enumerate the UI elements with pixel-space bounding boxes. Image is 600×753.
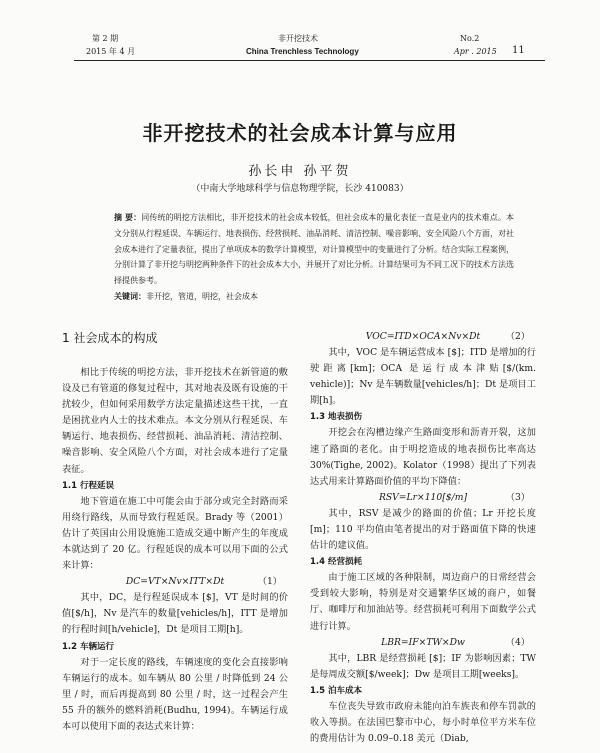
header-date: 2015 年 4 月 <box>86 47 136 56</box>
formula-2-text: VOC=ITD×OCA×Nv×Dt <box>365 331 481 342</box>
subsection-1-5-heading: 1.5 泊车成本 <box>310 685 363 696</box>
paragraph: 其中，VOC 是车辆运营成本 [$]；ITD 是增加的行驶距离[km]；OCA 是运行成本津贴[$/(km. vehicle)]；Nv 是车辆数量[vehicles/h]；Dt 是项目工期[h]。 <box>310 347 536 407</box>
equation-number-2: （2） <box>505 331 530 342</box>
header-journal-cn: 非开挖技术 <box>278 34 318 43</box>
paragraph: 其中，DC，是行程延误成本 [$]，VT 是时间的价值[$/h]，Nv 是汽车的数量[vehicles/h]，ITT 是增加的行程时间[h/vehicle]，Dt 是项目工期[h]。 <box>62 592 288 636</box>
equation-number-1: （1） <box>257 576 282 588</box>
equation-number-3: （3） <box>505 491 530 503</box>
abstract <box>114 210 514 305</box>
formula-2 <box>310 329 536 345</box>
left-column <box>62 329 288 735</box>
abstract-label: 摘 要： <box>114 213 142 222</box>
paragraph: 其中，RSV 是减少的路面的价值；Lr 开挖长度[m]；110 平均值由笔者提出的对于路面值下降的快速估计的建议值。 <box>310 507 536 552</box>
subsection-1-1-heading: 1.1 行程延误 <box>62 480 115 491</box>
keywords-label: 关键词： <box>114 291 146 301</box>
subsection-1-3-heading: 1.3 地表损伤 <box>310 412 363 423</box>
paragraph: 由于施工区域的各种限制，周边商户的日常经营会受到较大影响，特别是对交通繁华区域的商户，如餐厅、咖啡厅和加油站等。经营损耗可利用下面数学公式进行计算。 <box>310 572 536 632</box>
header-apr: Apr . 2015 <box>454 47 497 56</box>
formula-3 <box>310 490 536 506</box>
paper-title: 非开挖技术的社会成本计算与应用 <box>142 121 458 145</box>
formula-1 <box>62 574 288 590</box>
header-no: No.2 <box>460 34 480 43</box>
formula-1-text: DC=VT×Nv×ITT×Dt <box>125 576 225 588</box>
affiliation: （中南大学地球科学与信息物理学院，长沙 410083） <box>191 184 409 194</box>
header-issue: 第 2 期 <box>92 34 119 43</box>
formula-4-text: LBR=IF×TW×Dw <box>381 636 465 648</box>
authors: 孙长申 孙平贺 <box>248 164 352 179</box>
paragraph: 开挖会在沟槽边缘产生路面变形和沥青开裂，这加速了路面的老化。由于明挖造成的地表损伤比率高达 30%(Tighe, 2002)。Kolator（1998）提出了下列表达式用来计算路面价值的平均下降值： <box>310 427 536 487</box>
paragraph: 车位丧失导致市政府未能向泊车族丧和停车罚款的收入等损。在法国巴黎市中心，每小时单位平方米车位的费用估计为 0.09–0.18 美元（Diab, <box>310 700 536 745</box>
paragraph: 对于一定长度的路线，车辆速度的变化会直接影响车辆运行的成本。如车辆从 80 公里 / 时降低到 24 公里 / 时，而后再提高到 80 公里 / 时，这一过程会产生 55 升的额外的燃料消耗(Budhu, 1994)。车辆运行成本可以使用下面的表达式来计算： <box>62 656 288 732</box>
formula-4 <box>310 635 536 651</box>
section-1-heading: 1 社会成本的构成 <box>62 331 158 345</box>
header-rule <box>74 60 545 61</box>
subsection-1-4-heading: 1.4 经营损耗 <box>310 557 363 568</box>
equation-number-4: （4） <box>505 636 530 648</box>
paragraph: 其中，LBR 是经营损耗 [$]；IF 为影响因素；TW 是每周成交额[$/week]；Dw 是项目工期[weeks]。 <box>310 652 536 680</box>
header-page-number: 11 <box>512 45 525 56</box>
paragraph: 相比于传统的明挖方法，非开挖技术在新管道的敷设及已有管道的修复过程中，其对地表及既有设施的干扰较少，但如何采用数学方法定量描述这些干扰，一直是困扰业内人士的技术难点。本文分别从行程延误、车辆运行、地表损伤、经营损耗、油品消耗、清洁控制、噪音影响、安全风险八个方面，对社会成本进行了定量表征。 <box>62 367 288 475</box>
abstract-text: 同传统的明挖方法相比，非开挖技术的社会成本较低，但社会成本的量化表征一直是业内的技术难点。本文分别从行程延误、车辆运行、地表损伤、经营损耗、油品消耗、清洁控制、噪音影响、安全风险八个方面，对社会成本进行了定量表征，提出了单项成本的数学计算模型，对计算模型中的变量进行了分析。结合实际工程案例，分别计算了非开挖与明挖两种条件下的社会成本大小，并展开了对比分析。计算结果可为不同工况下的技术方法选择提供参考。 <box>114 213 514 286</box>
subsection-1-2-heading: 1.2 车辆运行 <box>62 641 115 652</box>
header-journal-en: China Trenchless Technology <box>246 47 359 56</box>
formula-3-text: RSV=Lr×110[$/m] <box>378 491 468 503</box>
right-column <box>310 329 536 747</box>
paragraph: 地下管道在施工中可能会由于部分或完全封路而采用绕行路线，从而导致行程延误。Brady 等（2001）估计了英国由公用设施施工造成交通中断产生的年度成本就达到了 20 亿。行程延误的成本可以用下面的公式来计算： <box>62 495 288 572</box>
keywords: 非开挖，管道，明挖，社会成本 <box>146 291 258 301</box>
